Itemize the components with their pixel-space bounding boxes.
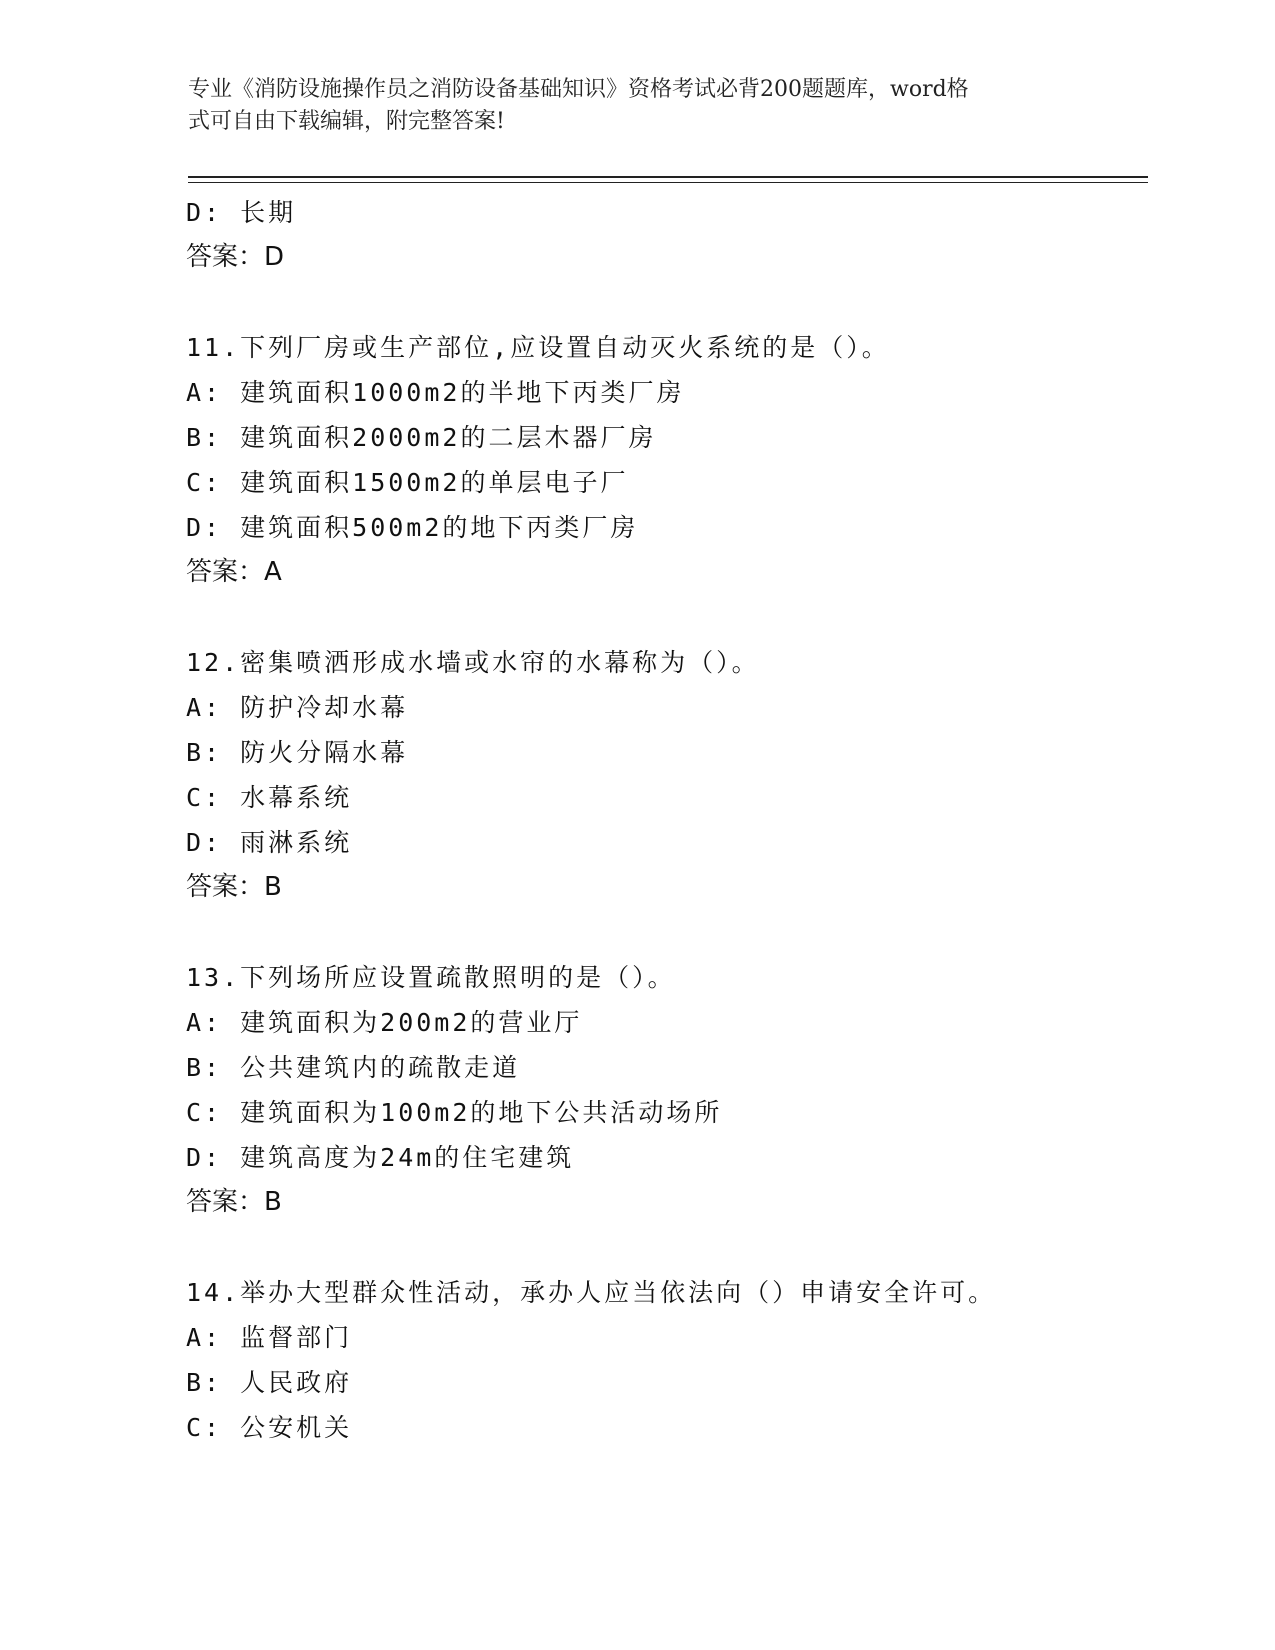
header-line-2: 式可自由下载编辑，附完整答案! <box>188 109 505 134</box>
option-d: D: 建筑面积500m2的地下丙类厂房 <box>186 513 639 542</box>
header-rule-thin <box>188 182 1148 183</box>
option-c: C: 建筑面积1500m2的单层电子厂 <box>186 468 629 497</box>
answer: 答案：B <box>186 872 282 902</box>
option-d: D: 建筑高度为24m的住宅建筑 <box>186 1143 575 1172</box>
spacer <box>186 595 1146 640</box>
option-a: A: 建筑面积为200m2的营业厅 <box>186 1008 583 1037</box>
answer: 答案：A <box>186 557 282 587</box>
option-a: A: 监督部门 <box>186 1323 353 1352</box>
option-a: A: 建筑面积1000m2的半地下丙类厂房 <box>186 378 685 407</box>
option-b: B: 公共建筑内的疏散走道 <box>186 1053 521 1082</box>
question-stem: 13.下列场所应设置疏散照明的是（）。 <box>186 963 676 992</box>
document-header <box>188 74 1078 138</box>
option-b: B: 建筑面积2000m2的二层木器厂房 <box>186 423 657 452</box>
spacer <box>186 280 1146 325</box>
option-b: B: 人民政府 <box>186 1368 353 1397</box>
answer: 答案：B <box>186 1187 282 1217</box>
question-11 <box>186 325 1146 595</box>
option-c: C: 公安机关 <box>186 1413 353 1442</box>
option-c: C: 水幕系统 <box>186 783 353 812</box>
header-rule <box>188 176 1148 178</box>
prev-option-d: D: 长期 <box>186 198 297 227</box>
question-14 <box>186 1270 1146 1450</box>
header-line-1: 专业《消防设施操作员之消防设备基础知识》资格考试必背200题题库，word格 <box>188 77 969 102</box>
question-13 <box>186 955 1146 1225</box>
question-stem: 11.下列厂房或生产部位,应设置自动灭火系统的是（）。 <box>186 333 890 362</box>
question-12 <box>186 640 1146 910</box>
question-stem: 14.举办大型群众性活动，承办人应当依法向（）申请安全许可。 <box>186 1278 997 1307</box>
prev-answer: 答案：D <box>186 242 285 272</box>
option-b: B: 防火分隔水幕 <box>186 738 409 767</box>
spacer <box>186 1225 1146 1270</box>
question-list <box>186 190 1146 1450</box>
option-c: C: 建筑面积为100m2的地下公共活动场所 <box>186 1098 723 1127</box>
question-stem: 12.密集喷洒形成水墙或水帘的水幕称为（）。 <box>186 648 760 677</box>
option-d: D: 雨淋系统 <box>186 828 353 857</box>
option-a: A: 防护冷却水幕 <box>186 693 409 722</box>
spacer <box>186 910 1146 955</box>
